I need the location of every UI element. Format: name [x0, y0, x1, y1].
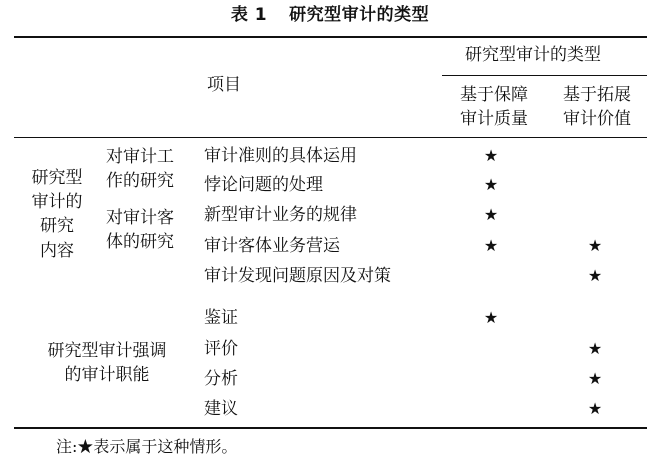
table-title: 研究型审计的类型: [289, 5, 430, 25]
table-row-item: 鉴证: [204, 308, 238, 328]
table-number: 表 1: [230, 5, 268, 25]
table-row-item: 分析: [204, 369, 238, 389]
top-rule: [14, 36, 647, 38]
section1-label-line3: 研究: [40, 216, 74, 236]
table-row-item: 悖论问题的处理: [204, 175, 323, 195]
bottom-rule: [14, 427, 647, 429]
star-mark: ★: [483, 236, 499, 255]
header-col2-line1: 基于拓展: [563, 85, 631, 105]
star-mark: ★: [587, 369, 603, 388]
table-row-item: 新型审计业务的规律: [204, 205, 357, 225]
table-caption: [0, 4, 660, 26]
star-mark: ★: [483, 175, 499, 194]
header-item: 项目: [207, 75, 241, 95]
table-row-item: 审计发现问题原因及对策: [204, 266, 391, 286]
table-row-item: 审计准则的具体运用: [204, 146, 357, 166]
section1-label-line2: 审计的: [31, 192, 83, 212]
star-mark: ★: [483, 205, 499, 224]
header-col1-line2: 审计质量: [460, 109, 528, 129]
section1-label-line4: 内容: [40, 241, 74, 261]
sub-label-audit-object-line2: 体的研究: [106, 232, 174, 252]
section1-label-line1: 研究型: [31, 168, 83, 188]
table-row-item: 建议: [204, 399, 238, 419]
star-mark: ★: [587, 339, 603, 358]
star-mark: ★: [587, 266, 603, 285]
sub-label-audit-work-line2: 作的研究: [106, 171, 174, 191]
section2-label-line2: 的审计职能: [64, 365, 150, 385]
star-mark: ★: [587, 236, 603, 255]
sub-label-audit-work-line1: 对审计工: [106, 147, 174, 167]
header-type-group: 研究型审计的类型: [465, 45, 601, 65]
header-bottom-rule: [14, 137, 647, 138]
table-row-item: 审计客体业务营运: [204, 236, 340, 256]
star-mark: ★: [483, 308, 499, 327]
header-col1-line1: 基于保障: [460, 85, 528, 105]
section2-label-line1: 研究型审计强调: [47, 341, 167, 361]
star-mark: ★: [587, 399, 603, 418]
header-sub-rule: [442, 75, 647, 76]
header-col2-line2: 审计价值: [563, 109, 631, 129]
table-row-item: 评价: [204, 339, 238, 359]
table-note: 注:★表示属于这种情形。: [56, 437, 238, 456]
sub-label-audit-object-line1: 对审计客: [106, 208, 174, 228]
star-mark: ★: [483, 146, 499, 165]
